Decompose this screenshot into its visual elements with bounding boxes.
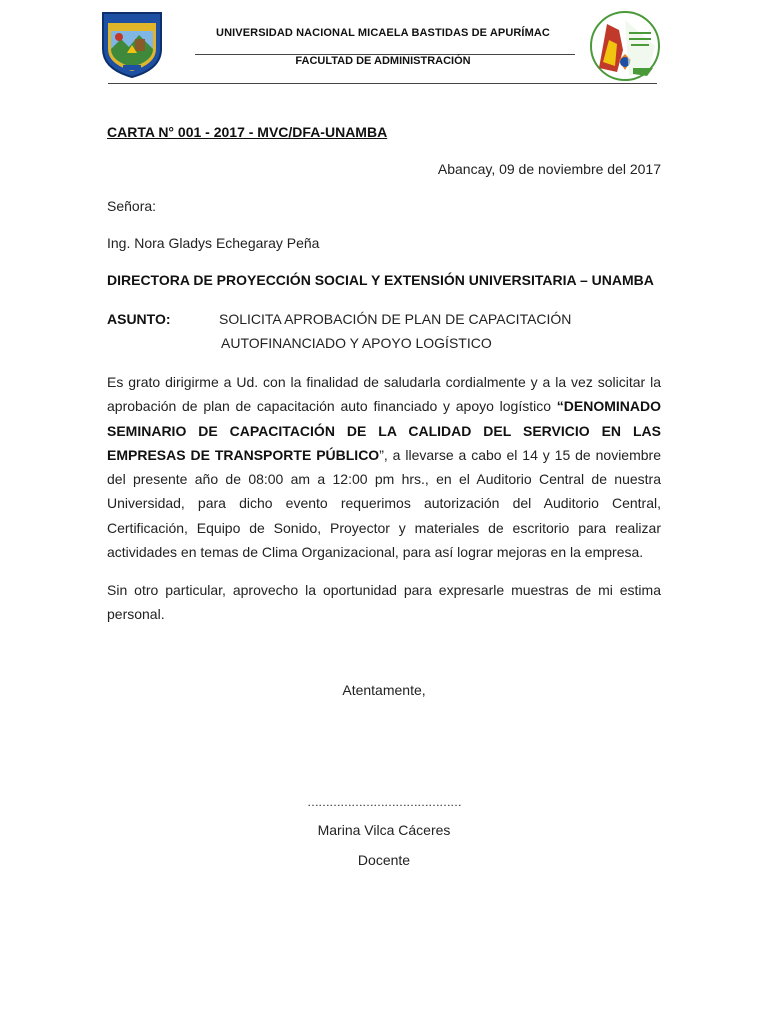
subject-label: ASUNTO:	[107, 311, 171, 327]
university-shield-icon	[99, 9, 165, 79]
signer-name: Marina Vilca Cáceres	[317, 822, 451, 838]
recipient-name: Ing. Nora Gladys Echegaray Peña	[107, 235, 320, 251]
signature-line: ……………………………………	[307, 795, 461, 809]
recipient-title: DIRECTORA DE PROYECCIÓN SOCIAL Y EXTENSIÓN UNIVERSITARIA – UNAMBA	[107, 272, 654, 288]
faculty-logo-icon	[589, 10, 661, 83]
subject-line-1: SOLICITA APROBACIÓN DE PLAN DE CAPACITACIÓN	[219, 311, 572, 327]
farewell: Atentamente,	[342, 682, 426, 698]
event-title: “DENOMINADO SEMINARIO DE CAPACITACIÓN DE LA CALIDAD DEL SERVICIO EN LAS EMPRESAS DE TRANSPORTE PÚBLICO	[107, 398, 661, 463]
body-text-1: Es grato dirigirme a Ud. con la finalidad de saludarla cordialmente y a la vez solicitar la aprobación de plan de capacitación auto financiado y apoyo logístico	[107, 374, 661, 415]
date-line: Abancay, 09 de noviembre del 2017	[437, 161, 661, 177]
letter-number: CARTA N° 001 - 2017 - MVC/DFA-UNAMBA	[107, 124, 388, 140]
body-text-2: ”, a llevarse a cabo el 14 y 15 de noviembre del presente año de 08:00 am a 12:00 pm hrs., en el Auditorio Central de nuestra Universidad, para dicho evento requerimos autorización del Auditorio Central, Certificación, Equipo de Sonido, Proyector y materiales de escritorio para realizar actividades en temas de Clima Organizacional, para así lograr mejoras en la empresa.	[107, 446, 661, 561]
body-paragraph	[107, 370, 661, 564]
salutation: Señora:	[107, 198, 157, 214]
faculty-name: FACULTAD DE ADMINISTRACIÓN	[295, 55, 471, 67]
signer-role: Docente	[357, 852, 411, 868]
closing-paragraph: Sin otro particular, aprovecho la oportunidad para expresarle muestras de mi estima personal.	[107, 582, 661, 623]
subject-line-2: AUTOFINANCIADO Y APOYO LOGÍSTICO	[221, 335, 492, 351]
university-name: UNIVERSIDAD NACIONAL MICAELA BASTIDAS DE APURÍMAC	[216, 27, 550, 39]
header-bottom-rule	[108, 83, 657, 84]
